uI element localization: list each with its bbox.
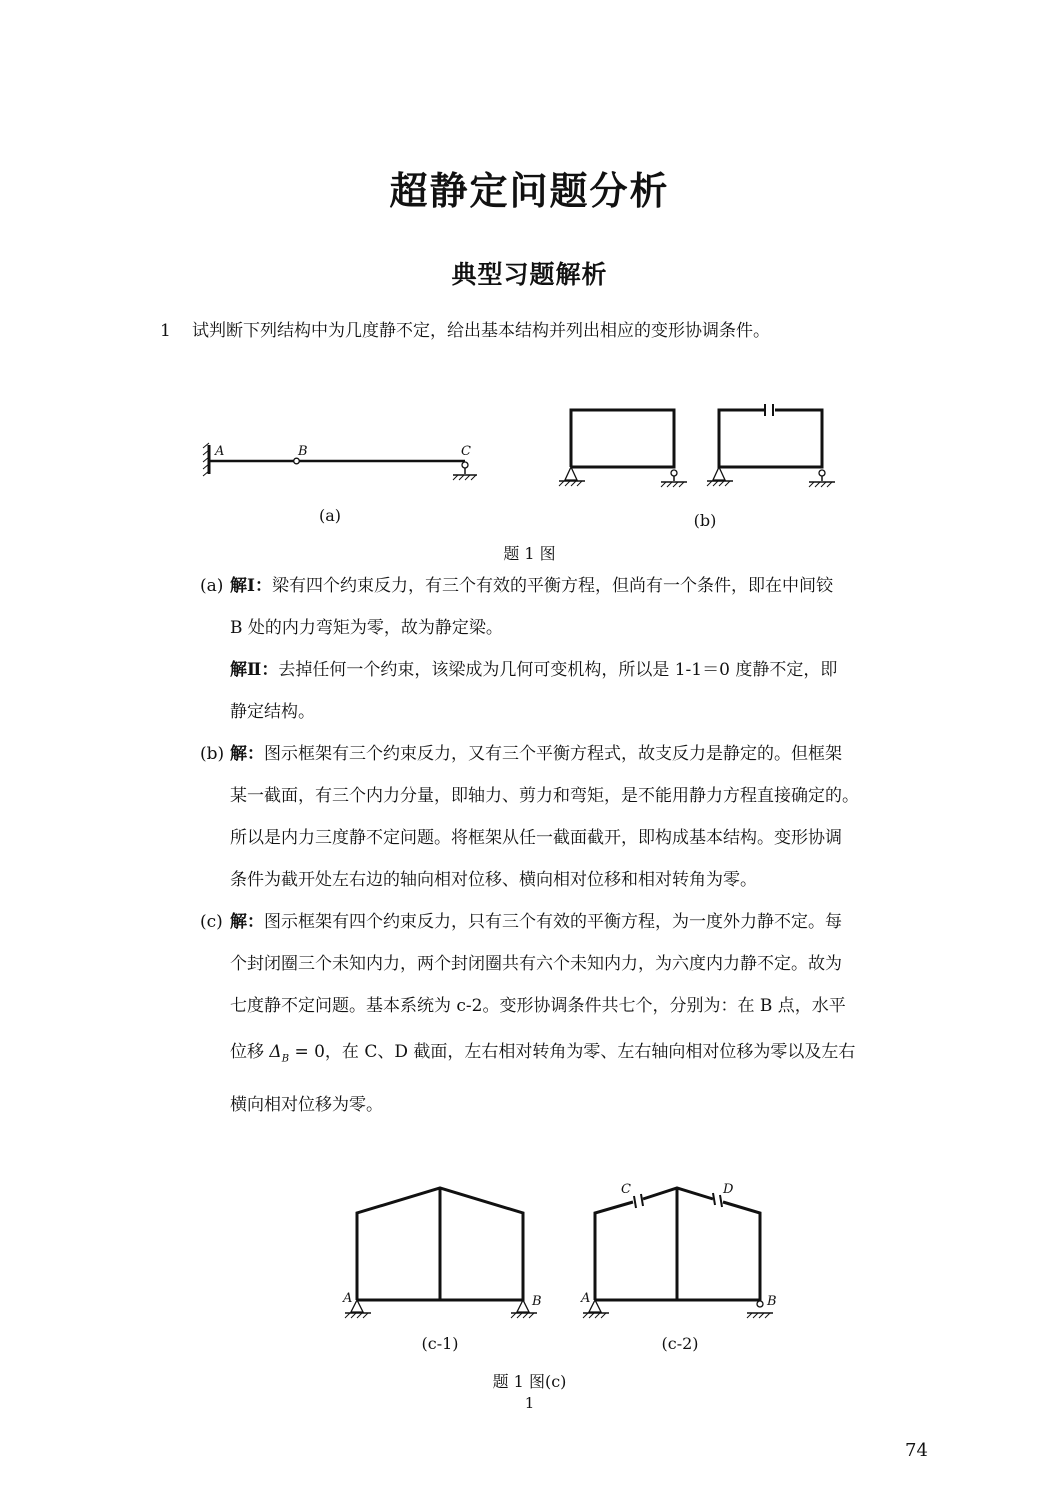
solution-a-head1: 解Ⅰ： <box>230 576 272 596</box>
solution-a-text: 梁有四个约束反力，有三个有效的平衡方程，但尚有一个条件，即在中间铰 <box>271 576 833 596</box>
solution-b-text: 某一截面，有三个内力分量，即轴力、剪力和弯矩，是不能用静力方程直接确定的。 <box>230 786 859 806</box>
solution-b-label: (b) <box>200 744 225 764</box>
figure-1a-beam <box>195 430 495 500</box>
solution-a-text: B 处的内力弯矩为零，故为静定梁。 <box>230 618 503 638</box>
solution-b-head: 解： <box>230 744 264 764</box>
delta-subscript: B <box>281 1053 290 1065</box>
solution-c-text: 横向相对位移为零。 <box>230 1095 383 1116</box>
question-1 <box>160 316 770 341</box>
page-number: 74 <box>905 1440 928 1461</box>
c2-label-A: A <box>581 1291 591 1306</box>
label-A: A <box>215 444 225 459</box>
figure-label-c2: (c-2) <box>661 1334 699 1353</box>
solution-a-text: 静定结构。 <box>230 702 315 722</box>
solution-c-label: (c) <box>200 912 223 932</box>
figure-1-caption: 题 1 图 <box>503 544 556 563</box>
c2-label-C: C <box>621 1182 631 1197</box>
question-number: 1 <box>160 321 171 341</box>
figure-1b-frames <box>555 400 845 495</box>
section-title: 典型习题解析 <box>451 260 608 289</box>
figure-label-c1: (c-1) <box>421 1334 459 1353</box>
solution-c-equation-line: 位移 $\Delta_B = 0$，在 C、D 截面，左右相对转角为零、左右轴向相对位移为零以及左右 <box>230 1042 856 1065</box>
solution-c-text: 图示框架有四个约束反力，只有三个有效的平衡方程，为一度外力静不定。每 <box>264 912 842 932</box>
solution-block <box>200 565 859 1126</box>
solution-c-text: 个封闭圈三个未知内力，两个封闭圈共有六个未知内力，为六度内力静不定。故为 <box>230 954 842 974</box>
figure-1c-caption: 题 1 图(c) <box>492 1372 567 1391</box>
center-page-number: 1 <box>524 1394 535 1412</box>
solution-a-head2: 解Ⅱ： <box>230 660 279 680</box>
label-C: C <box>461 444 471 459</box>
solution-b-text: 条件为截开处左右边的轴向相对位移、横向相对位移和相对转角为零。 <box>230 870 757 890</box>
delta-symbol: Δ <box>269 1042 282 1062</box>
c1-label-B: B <box>532 1294 542 1309</box>
page-title: 超静定问题分析 <box>389 169 670 213</box>
label-B: B <box>298 444 308 459</box>
question-text: 试判断下列结构中为几度静不定，给出基本结构并列出相应的变形协调条件。 <box>192 321 770 341</box>
c1-label-A: A <box>343 1291 353 1306</box>
solution-c <box>200 901 859 1126</box>
solution-a <box>200 565 859 733</box>
solution-b-text: 所以是内力三度静不定问题。将框架从任一截面截开，即构成基本结构。变形协调 <box>230 828 842 848</box>
solution-a-label: (a) <box>200 576 224 596</box>
solution-b-text: 图示框架有三个约束反力，又有三个平衡方程式，故支反力是静定的。但框架 <box>264 744 842 764</box>
solution-c-head: 解： <box>230 912 264 932</box>
solution-a-text: 去掉任何一个约束，该梁成为几何可变机构，所以是 1-1＝0 度静不定，即 <box>278 660 838 680</box>
figure-1c-frames <box>335 1175 795 1325</box>
solution-b <box>200 733 859 901</box>
figure-label-a: (a) <box>318 506 342 525</box>
c2-label-B: B <box>767 1294 777 1309</box>
c2-label-D: D <box>723 1182 734 1197</box>
figure-label-b: (b) <box>693 511 717 530</box>
solution-c-text: 七度静不定问题。基本系统为 c-2。变形协调条件共七个，分别为：在 B 点，水平 <box>230 996 846 1016</box>
